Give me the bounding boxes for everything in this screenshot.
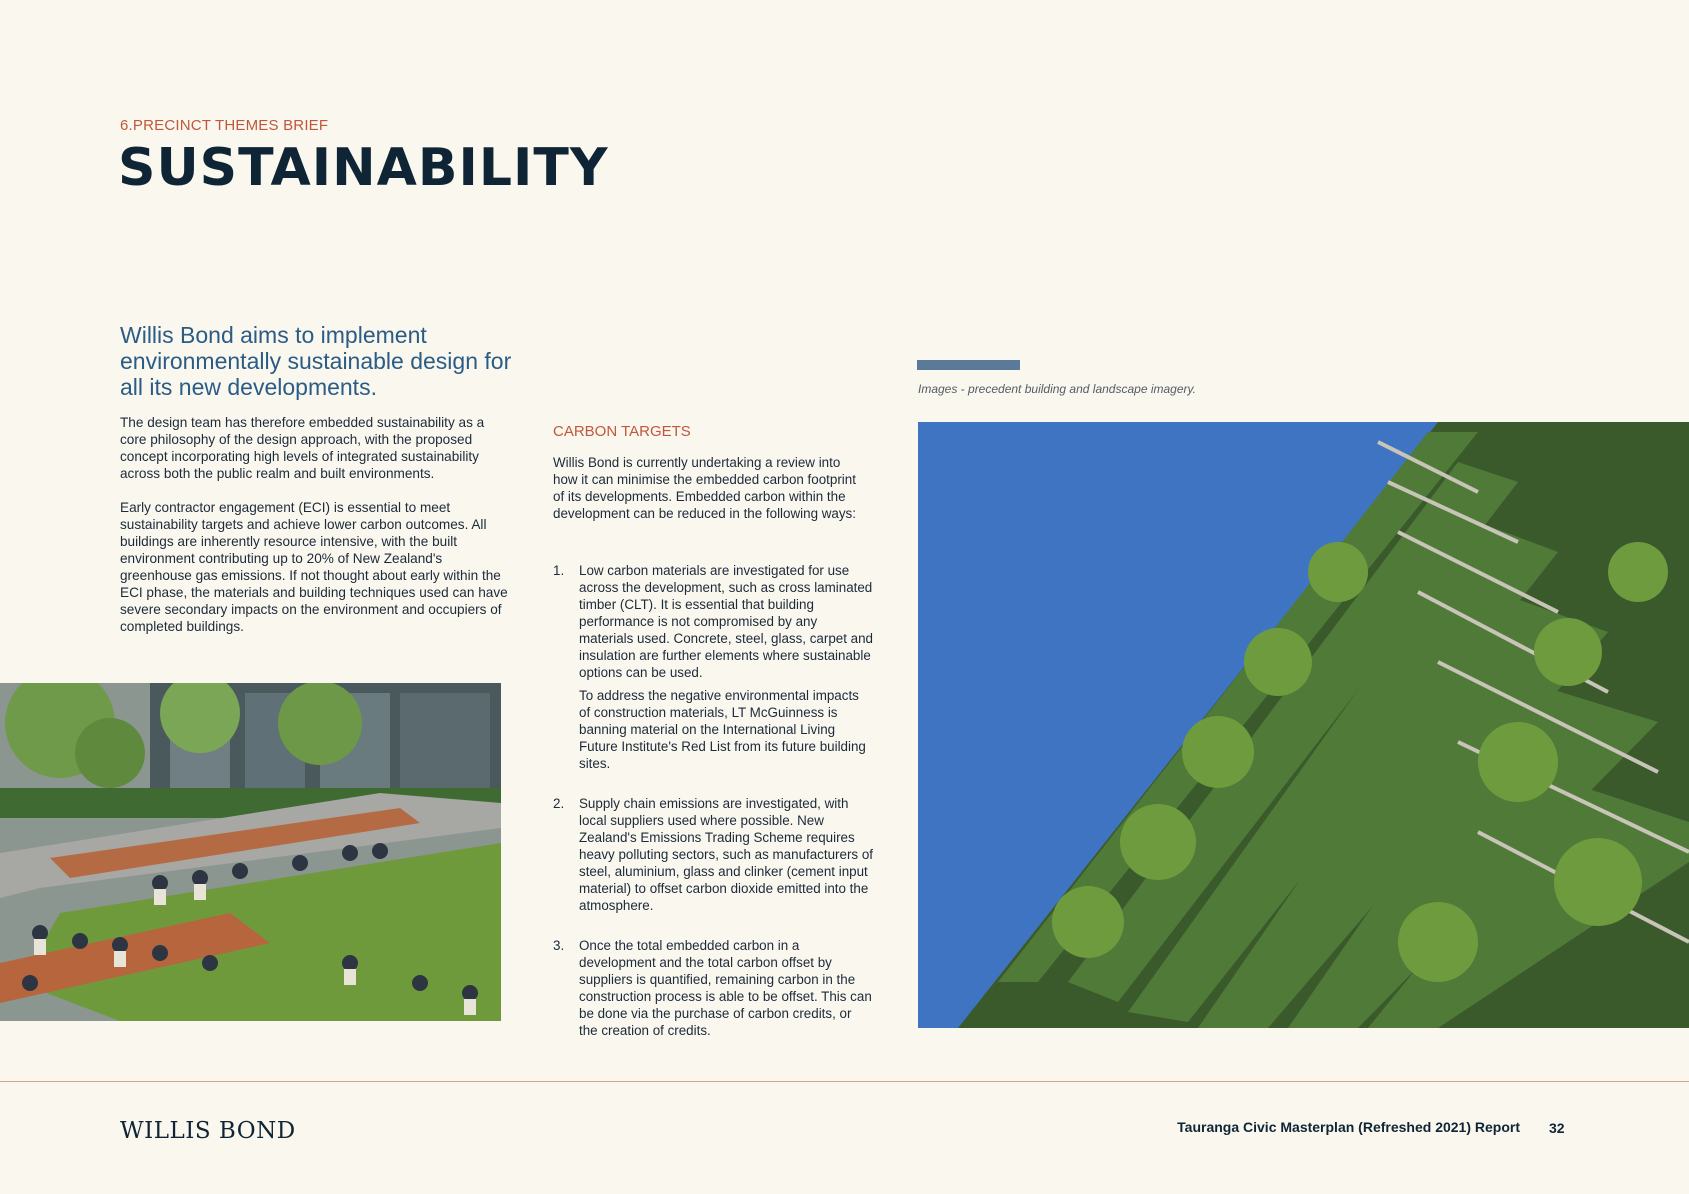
image-caption: Images - precedent building and landscape imagery. xyxy=(918,382,1196,396)
intro-paragraph: The design team has therefore embedded sustainability as a core philosophy of the design approach, with the proposed concept incorporating high levels of integrated sustainability across both the public realm and built environments. xyxy=(120,415,485,481)
lead-statement: Willis Bond aims to implement environmentally sustainable design for all its new developments. xyxy=(120,322,512,400)
list-item xyxy=(553,795,873,920)
accent-bar xyxy=(917,360,1020,370)
footer-rule xyxy=(0,1081,1689,1082)
list-number: 2. xyxy=(553,796,565,811)
list-item xyxy=(553,937,873,1045)
page-title: SUSTAINABILITY xyxy=(118,138,609,198)
brand-logo: WILLIS BOND xyxy=(120,1118,296,1144)
tower-photo xyxy=(918,422,1689,1028)
intro-paragraph: Early contractor engagement (ECI) is essential to meet sustainability targets and achieve lower carbon outcomes. All buildings are inherently resource intensive, with the built environment contributing up to 20% of New Zealand's greenhouse gas emissions. If not thought about early within the ECI phase, the materials and building techniques used can have severe secondary impacts on the environment and occupiers of completed buildings. xyxy=(120,500,508,634)
intro-text xyxy=(120,414,510,652)
list-text: Low carbon materials are investigated for use across the development, such as cross laminated timber (CLT). It is essential that building performance is not compromised by any materials used. Concrete, steel, glass, carpet and insulation are further elements where sustainable options can be used. xyxy=(579,563,873,680)
carbon-heading: CARBON TARGETS xyxy=(553,423,691,440)
list-text: Supply chain emissions are investigated, with local suppliers used where possible. New Zealand's Emissions Trading Scheme requires heavy polluting sectors, such as manufacturers of steel, aluminium, glass and clinker (cement input material) to offset carbon dioxide emitted into the atmosphere. xyxy=(579,796,873,913)
report-title: Tauranga Civic Masterplan (Refreshed 2021) Report xyxy=(1177,1119,1520,1135)
list-number: 3. xyxy=(553,938,565,953)
courtyard-photo xyxy=(0,683,501,1021)
list-item xyxy=(553,562,873,778)
carbon-list xyxy=(553,562,873,1062)
carbon-intro: Willis Bond is currently undertaking a review into how it can minimise the embedded carbon footprint of its developments. Embedded carbon within the development can be reduced in the following ways: xyxy=(553,455,856,521)
list-text: Once the total embedded carbon in a development and the total carbon offset by suppliers is quantified, remaining carbon in the construction process is able to be offset. This can be done via the purchase of carbon credits, or the creation of credits. xyxy=(579,938,872,1038)
list-number: 1. xyxy=(553,563,565,578)
tower-photo-graphic xyxy=(918,422,1689,1028)
section-label: 6.PRECINCT THEMES BRIEF xyxy=(120,117,329,134)
courtyard-photo-graphic xyxy=(0,683,501,1021)
page-number: 32 xyxy=(1549,1120,1565,1136)
list-extra-text: To address the negative environmental impacts of construction materials, LT McGuinness is banning material on the International Living Future Institute's Red List from its future building sites. xyxy=(579,688,866,771)
